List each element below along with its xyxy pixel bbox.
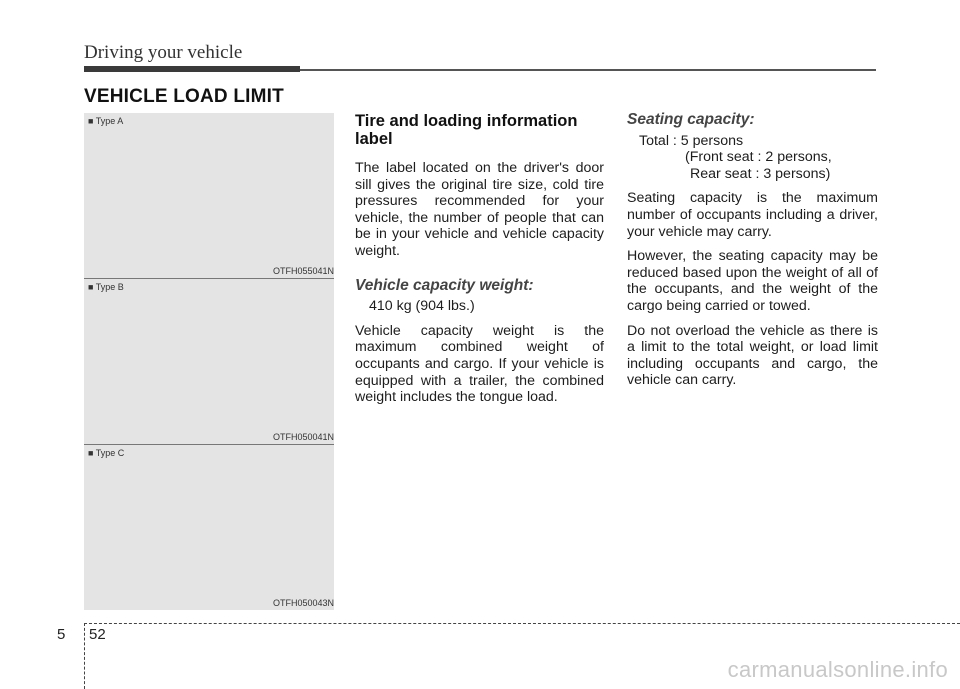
image-type-label: ■ Type B [88, 282, 124, 292]
text-column-right [627, 112, 878, 397]
page-chapter-number: 5 [57, 626, 66, 643]
seating-rear: Rear seat : 3 persons) [690, 165, 831, 182]
chapter-header-title: Driving your vehicle [84, 42, 243, 63]
header-rule-thick [84, 66, 300, 72]
tire-label-heading: Tire and loading information label [355, 112, 578, 148]
image-panel-type-c [84, 445, 334, 610]
page-number: 52 [89, 626, 106, 643]
image-panel-type-b [84, 279, 334, 444]
image-panel-type-a [84, 113, 334, 278]
seating-front: (Front seat : 2 persons, [685, 149, 832, 166]
seating-capacity-heading: Seating capacity: [627, 111, 755, 128]
vehicle-capacity-body: Vehicle capacity weight is the maximum combined weight of occupants and cargo. If your vehicle is equipped with a trailer, the combined weight includes the tongue load. [355, 322, 604, 406]
tire-label-body: The label located on the driver's door sill gives the original tire size, cold tire pressures recommended for your vehicle, the number of people that can be in your vehicle and vehicle capacity weight. [355, 160, 604, 259]
seating-total: Total : 5 persons [639, 132, 744, 149]
image-type-label: ■ Type C [88, 448, 125, 458]
watermark: carmanualsonline.info [727, 657, 948, 682]
seating-capacity-para-2: However, the seating capacity may be reduced based upon the weight of all of the occupants, and the weight of the cargo being carried or towed. [627, 248, 878, 314]
image-type-label: ■ Type A [88, 116, 124, 126]
section-title: VEHICLE LOAD LIMIT [84, 86, 284, 107]
image-code: OTFH050043N [272, 598, 334, 608]
footer-rule [84, 623, 960, 624]
image-code: OTFH055041N [272, 266, 334, 276]
header-rule-thin [300, 69, 876, 71]
text-column-middle [355, 112, 604, 414]
seating-capacity-para-3: Do not overload the vehicle as there is a limit to the total weight, or load limit including occupants and cargo, the vehicle can carry. [627, 322, 878, 389]
seating-capacity-values [627, 133, 878, 183]
vehicle-capacity-value: 410 kg (904 lbs.) [369, 298, 475, 315]
vehicle-capacity-heading: Vehicle capacity weight: [355, 276, 534, 294]
footer-vertical-rule [84, 623, 85, 689]
seating-capacity-para-1: Seating capacity is the maximum number of occupants including a driver, your vehicle may carry. [627, 190, 878, 240]
image-code: OTFH050041N [272, 432, 334, 442]
